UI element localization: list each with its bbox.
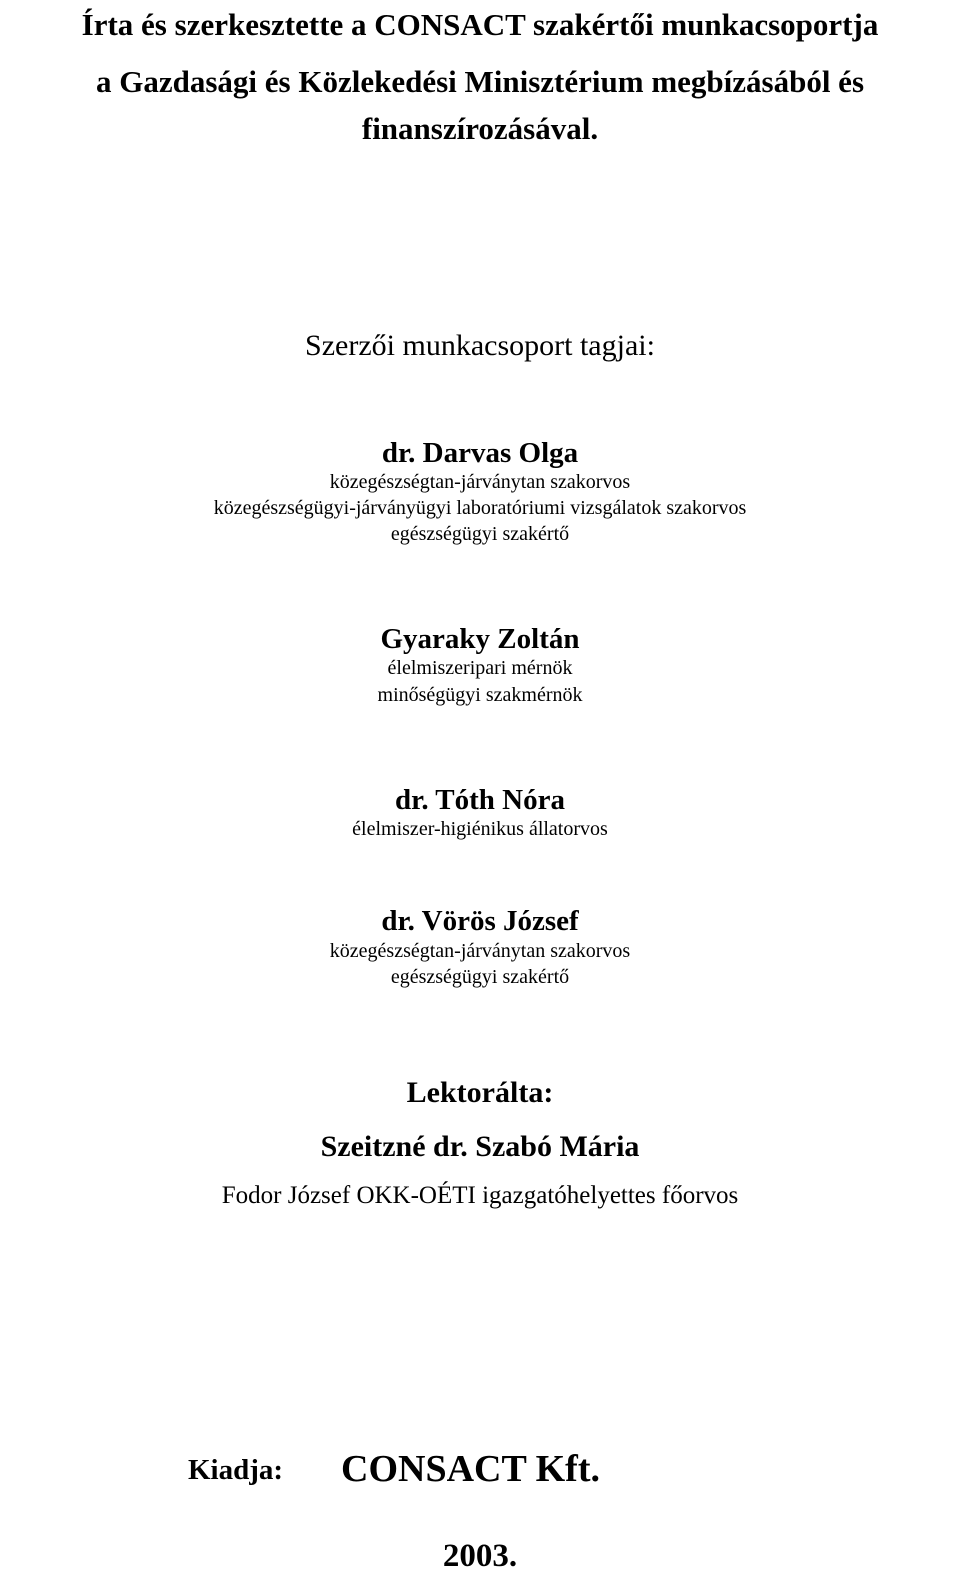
- authors-heading: Szerzői munkacsoport tagjai:: [305, 329, 655, 362]
- intro-line-3: finanszírozásával.: [361, 111, 599, 146]
- author-name: Gyaraky Zoltán: [380, 623, 580, 655]
- author-role: élelmiszeripari mérnök: [387, 657, 573, 679]
- reviewer-role: Fodor József OKK-OÉTI igazgatóhelyettes főorvos: [221, 1182, 739, 1209]
- publisher-label: Kiadja:: [188, 1454, 284, 1486]
- author-name: dr. Darvas Olga: [381, 437, 579, 469]
- author-role: közegészségtan-járványtan szakorvos: [329, 940, 631, 962]
- author-name: dr. Vörös József: [381, 905, 579, 937]
- publisher-name: CONSACT Kft.: [341, 1448, 600, 1490]
- author-role: közegészségügyi-járványügyi laboratóriumi vizsgálatok szakorvos: [213, 497, 747, 519]
- author-role: minőségügyi szakmérnök: [377, 684, 583, 706]
- author-role: élelmiszer-higiénikus állatorvos: [352, 818, 608, 840]
- reviewer-name: Szeitzné dr. Szabó Mária: [320, 1130, 640, 1163]
- author-role: egészségügyi szakértő: [390, 523, 570, 545]
- author-role: közegészségtan-járványtan szakorvos: [329, 471, 631, 493]
- intro-line-2: a Gazdasági és Közlekedési Minisztérium megbízásából és: [95, 64, 865, 99]
- author-name: dr. Tóth Nóra: [394, 784, 565, 816]
- reviewer-heading: Lektorálta:: [406, 1076, 554, 1109]
- author-role: egészségügyi szakértő: [390, 966, 570, 988]
- intro-line-1: Írta és szerkesztette a CONSACT szakértői munkacsoportja: [81, 7, 879, 42]
- publication-year: 2003.: [442, 1538, 518, 1574]
